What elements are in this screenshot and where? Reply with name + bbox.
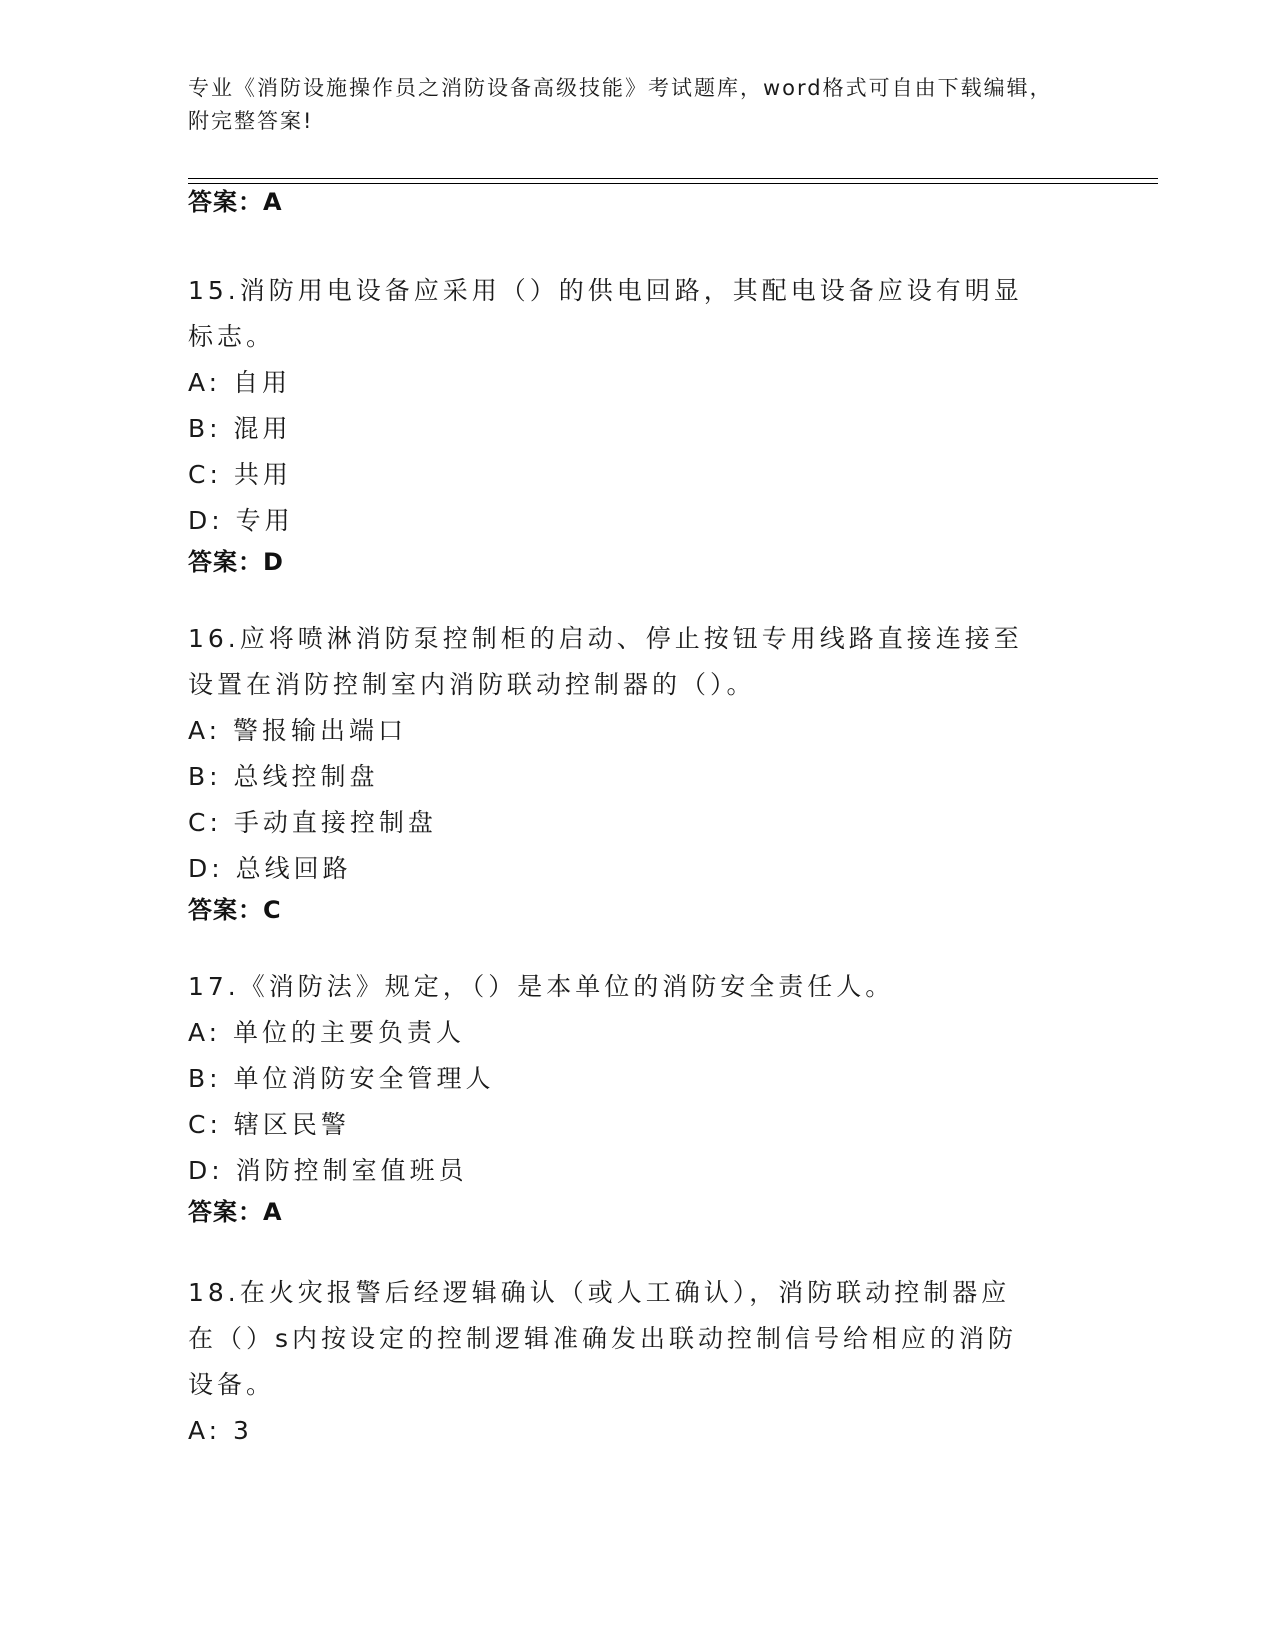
option-b: B: 混用 xyxy=(188,414,292,443)
option-c: C: 手动直接控制盘 xyxy=(188,808,437,837)
answer-label: 答案：C xyxy=(188,896,282,924)
question-text: 15.消防用电设备应采用（）的供电回路，其配电设备应设有明显标志。 xyxy=(188,276,1023,351)
option-c: C: 辖区民警 xyxy=(188,1110,350,1139)
header-note: 专业《消防设施操作员之消防设备高级技能》考试题库，word格式可自由下载编辑，附完整答案! xyxy=(188,76,1053,133)
option-c: C: 共用 xyxy=(188,460,292,489)
option-a: A: 自用 xyxy=(188,368,292,397)
option-d: D: 总线回路 xyxy=(188,854,352,883)
question-15 xyxy=(188,268,1088,578)
option-a: A: 单位的主要负责人 xyxy=(188,1018,466,1047)
question-16 xyxy=(188,616,1088,926)
option-a: A: 3 xyxy=(188,1416,253,1445)
option-b: B: 总线控制盘 xyxy=(188,762,379,791)
answer-label: 答案：D xyxy=(188,548,284,576)
answer-label: 答案：A xyxy=(188,188,283,216)
question-text: 16.应将喷淋消防泵控制柜的启动、停止按钮专用线路直接连接至设置在消防控制室内消防联动控制器的（）。 xyxy=(188,624,1023,699)
header-divider-bottom xyxy=(188,183,1158,184)
question-17 xyxy=(188,964,1088,1228)
question-18 xyxy=(188,1270,1088,1454)
question-text: 18.在火灾报警后经逻辑确认（或人工确认），消防联动控制器应在（）s内按设定的控制逻辑准确发出联动控制信号给相应的消防设备。 xyxy=(188,1278,1018,1399)
answer-label: 答案：A xyxy=(188,1198,283,1226)
option-a: A: 警报输出端口 xyxy=(188,716,408,745)
question-text: 17.《消防法》规定，（）是本单位的消防安全责任人。 xyxy=(188,972,895,1001)
option-d: D: 消防控制室值班员 xyxy=(188,1156,468,1185)
option-d: D: 专用 xyxy=(188,506,294,535)
header-divider-top xyxy=(188,178,1158,179)
option-b: B: 单位消防安全管理人 xyxy=(188,1064,495,1093)
